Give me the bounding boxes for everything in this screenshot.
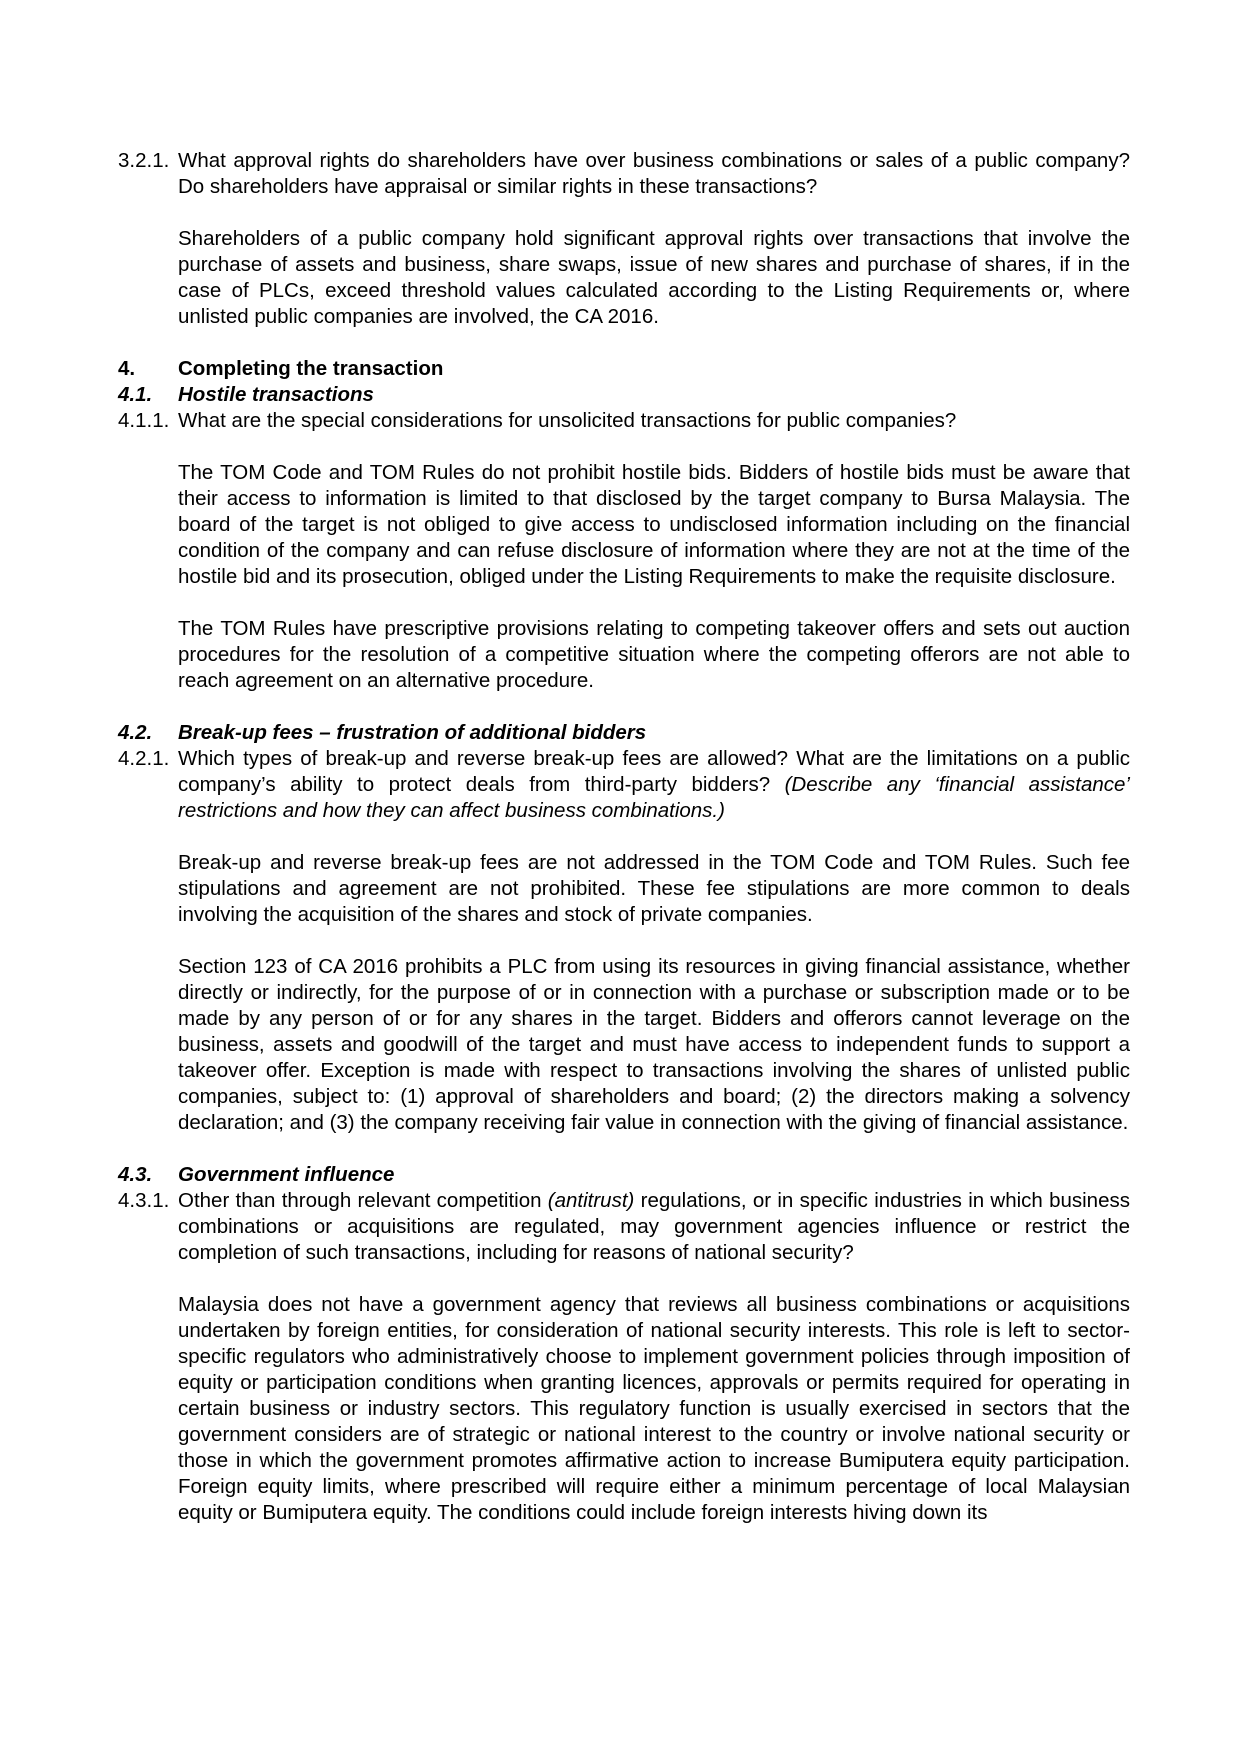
question-text: What approval rights do shareholders have over business combinations or sales of a public company? Do shareholders have appraisal or similar rights in these transactions? bbox=[178, 149, 1130, 198]
question-4-1-1 bbox=[118, 408, 1130, 434]
answer-3-2-1: Shareholders of a public company hold significant approval rights over transactions that involve the purchase of assets and business, share swaps, issue of new shares and purchase of shares, if in the case of PLCs, exceed threshold values calculated according to the Listing Requirements or, where unlisted public companies are involved, the CA 2016. bbox=[178, 227, 1130, 328]
question-3-2-1 bbox=[118, 148, 1130, 200]
question-number: 3.2.1. bbox=[118, 149, 170, 172]
answer-4-2-1-para-2: Section 123 of CA 2016 prohibits a PLC from using its resources in giving financial assistance, whether directly or indirectly, for the purpose of or in connection with a purchase or subscription made or to be made by any person of or for any shares in the target. Bidders and offerors cannot leverage on the business, assets and goodwill of the target and must have access to independent funds to support a takeover offer. Exception is made with respect to transactions involving the shares of unlisted public companies, subject to: (1) approval of shareholders and board; (2) the directors making a solvency declaration; and (3) the company receiving fair value in connection with the giving of financial assistance. bbox=[178, 955, 1130, 1134]
question-text: Which types of break-up and reverse break-up fees are allowed? What are the limitations on a public company’s ability to protect deals from third-party bidders? bbox=[178, 747, 1130, 796]
section-4-3-heading bbox=[118, 1162, 1130, 1188]
section-4-1-heading bbox=[118, 382, 1130, 408]
answer-4-1-1-para-2: The TOM Rules have prescriptive provisions relating to competing takeover offers and sets out auction procedures for the resolution of a competitive situation where the competing offerors are not able to reach agreement on an alternative procedure. bbox=[178, 617, 1130, 692]
question-4-3-1 bbox=[118, 1188, 1130, 1266]
answer-4-1-1-para-1: The TOM Code and TOM Rules do not prohibit hostile bids. Bidders of hostile bids must be aware that their access to information is limited to that disclosed by the target company to Bursa Malaysia. The board of the target is not obliged to give access to undisclosed information including on the financial condition of the company and can refuse disclosure of information where they are not at the time of the hostile bid and its prosecution, obliged under the Listing Requirements to make the requisite disclosure. bbox=[178, 461, 1130, 588]
document-page bbox=[118, 148, 1130, 1526]
question-text-italic: (Describe any ‘financial assistance’ restrictions and how they can affect business combinations.) bbox=[178, 773, 1130, 822]
section-title: Completing the transaction bbox=[178, 357, 444, 380]
question-text-cont: regulations, or in specific industries in which business combinations or acquisitions are regulated, may government agencies influence or restrict the completion of such transactions, including for reasons of national security? bbox=[178, 1189, 1130, 1264]
question-text-italic: (antitrust) bbox=[547, 1189, 635, 1212]
question-number: 4.2.1. bbox=[118, 747, 170, 770]
answer-4-3-1-para-1: Malaysia does not have a government agency that reviews all business combinations or acquisitions undertaken by foreign entities, for consideration of national security interests. This role is left to sector-specific regulators who administratively choose to implement government policies through imposition of equity or participation conditions when granting licences, approvals or permits required for operating in certain business or industry sectors. This regulatory function is usually exercised in sectors that the government considers are of strategic or national interest to the country or involve national security or those in which the government promotes affirmative action to increase Bumiputera equity participation. Foreign equity limits, where prescribed will require either a minimum percentage of local Malaysian equity or Bumiputera equity. The conditions could include foreign interests hiving down its bbox=[178, 1293, 1130, 1524]
question-number: 4.1.1. bbox=[118, 409, 170, 432]
section-number: 4. bbox=[118, 357, 136, 380]
section-title: Government influence bbox=[178, 1163, 395, 1186]
section-number: 4.3. bbox=[118, 1163, 153, 1186]
section-title: Hostile transactions bbox=[178, 383, 374, 406]
section-number: 4.2. bbox=[118, 721, 153, 744]
section-4-heading bbox=[118, 356, 1130, 382]
section-number: 4.1. bbox=[118, 383, 153, 406]
question-number: 4.3.1. bbox=[118, 1189, 170, 1212]
question-text: Other than through relevant competition bbox=[178, 1189, 548, 1212]
question-4-2-1 bbox=[118, 746, 1130, 824]
section-4-2-heading bbox=[118, 720, 1130, 746]
question-text: What are the special considerations for unsolicited transactions for public companies? bbox=[178, 409, 957, 432]
answer-4-2-1-para-1: Break-up and reverse break-up fees are not addressed in the TOM Code and TOM Rules. Such fee stipulations and agreement are not prohibited. These fee stipulations are more common to deals involving the acquisition of the shares and stock of private companies. bbox=[178, 851, 1130, 926]
section-title: Break-up fees – frustration of additional bidders bbox=[178, 721, 647, 744]
